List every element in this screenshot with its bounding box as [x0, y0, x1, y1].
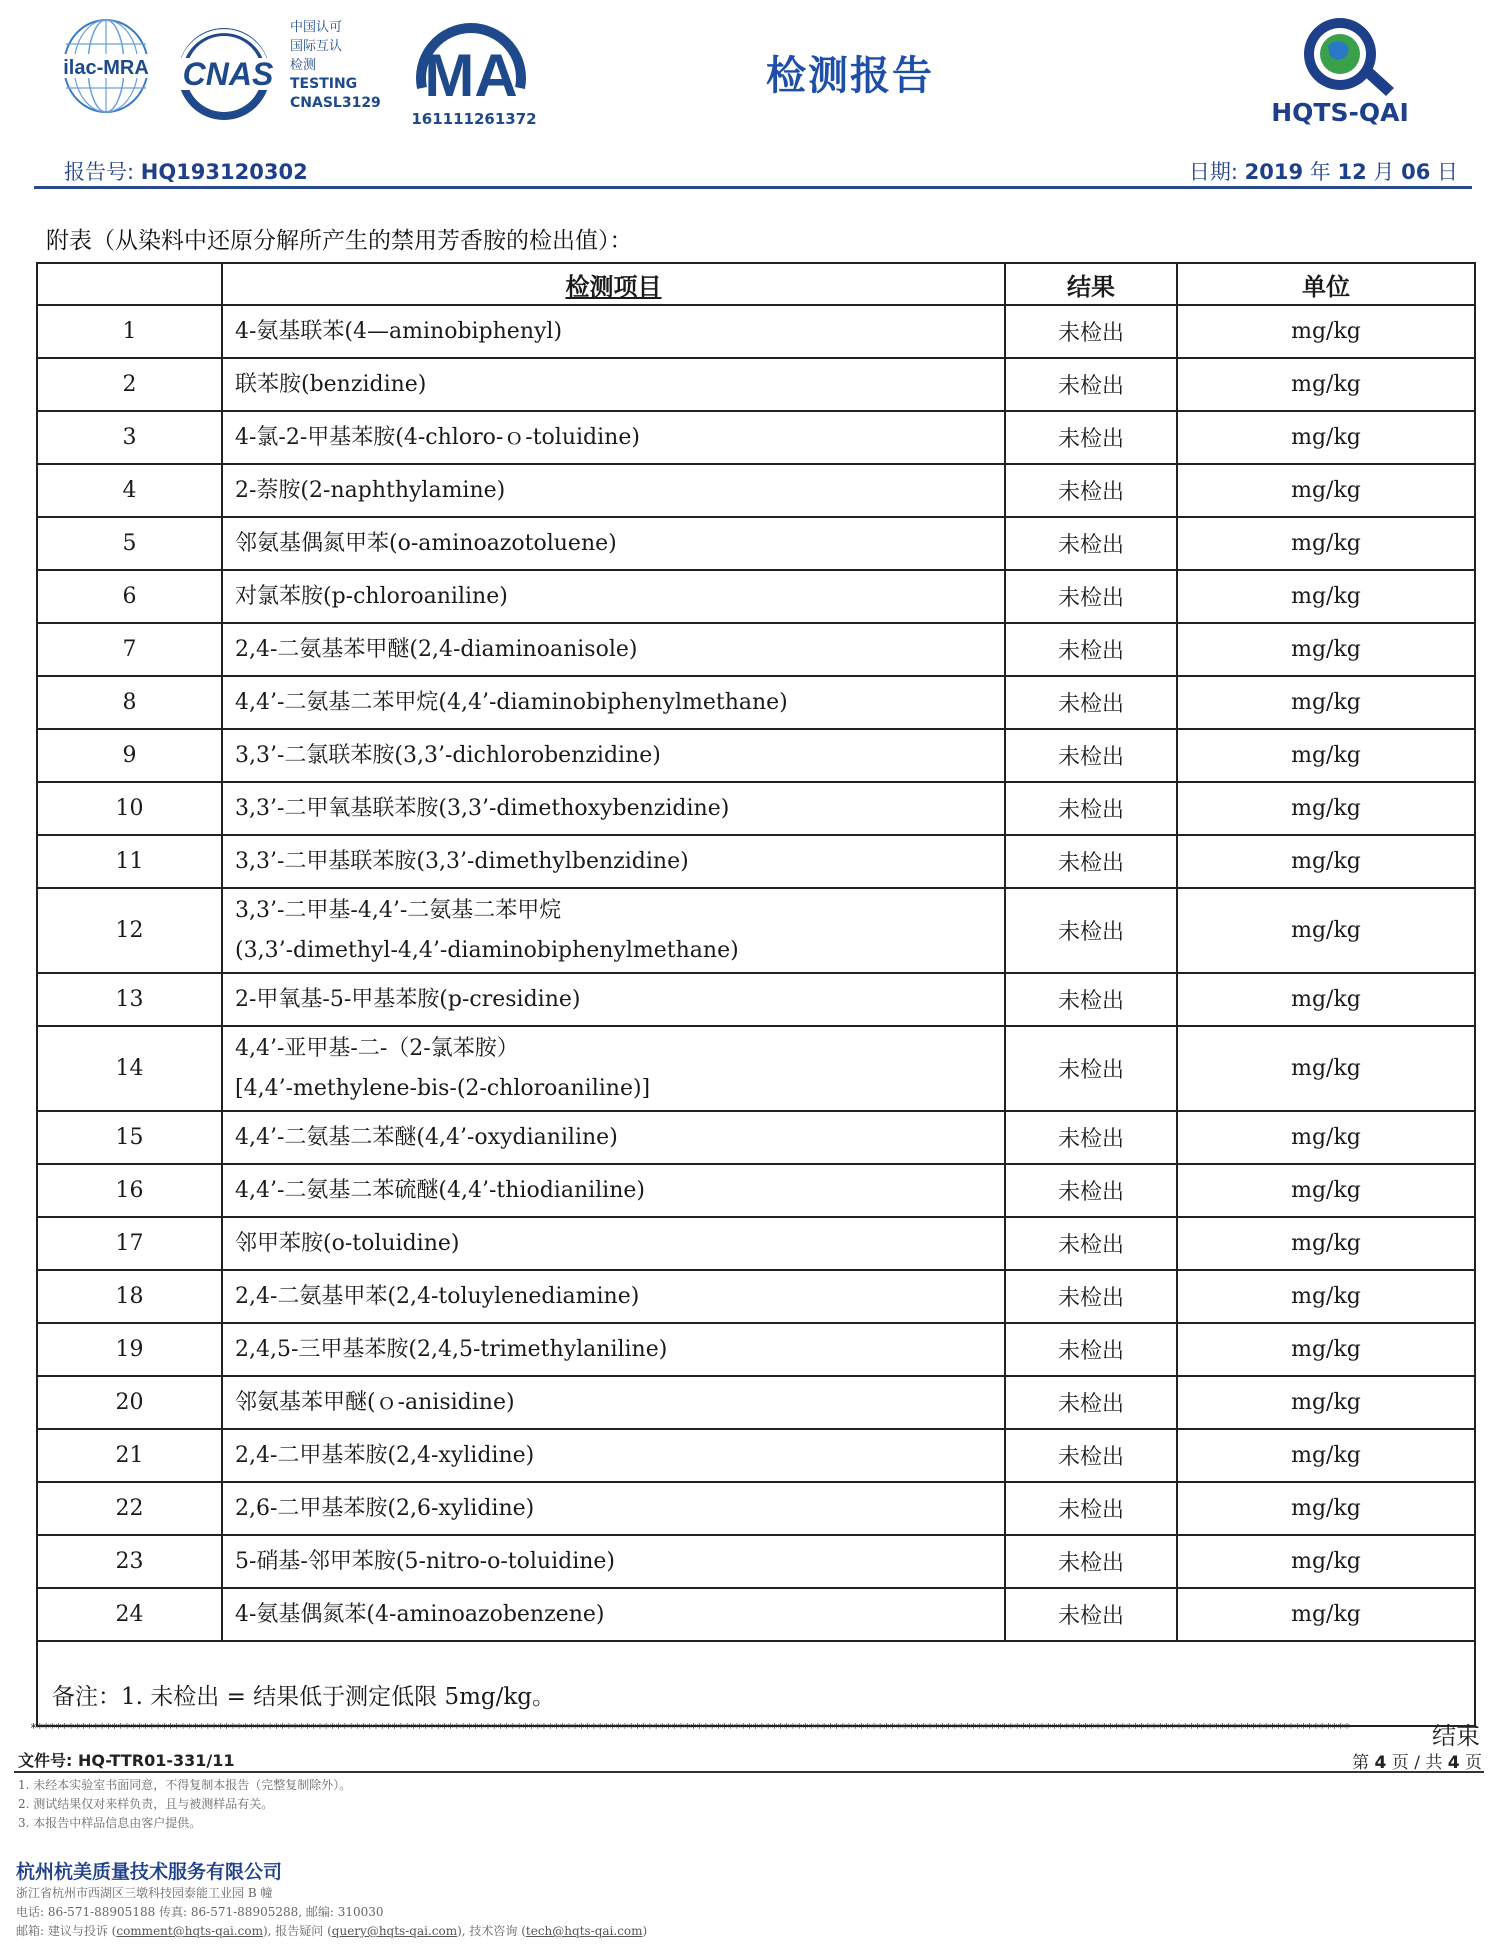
row-item — [222, 1111, 1005, 1164]
row-item-line: 3,3’-二氯联苯胺(3,3’-dichlorobenzidine) — [235, 742, 661, 768]
appendix-caption: 附表（从染料中还原分解所产生的禁用芳香胺的检出值）： — [46, 228, 633, 254]
page-mid: 页 / 共 — [1391, 1753, 1443, 1773]
row-item-line: 5-硝基-邻甲苯胺(5-nitro-o-toluidine) — [235, 1548, 616, 1574]
row-item — [222, 676, 1005, 729]
table-row — [37, 1429, 1475, 1482]
table-note-cell — [37, 1641, 1475, 1726]
company-phone: 电话: 86-571-88905188 传真: 86-571-88905288, 邮编: 310030 — [16, 1905, 384, 1919]
table-row — [37, 1535, 1475, 1588]
row-item — [222, 623, 1005, 676]
svg-text:MA: MA — [424, 42, 518, 109]
row-item-line: 2,4-二氨基甲苯(2,4-toluylenediamine) — [235, 1283, 640, 1309]
row-item — [222, 835, 1005, 888]
company-address: 浙江省杭州市西湖区三墩科技园泰能工业园 B 幢 — [16, 1886, 273, 1900]
row-number: 6 — [37, 570, 222, 623]
row-unit: mg/kg — [1177, 1482, 1475, 1535]
table-row — [37, 1376, 1475, 1429]
row-result: 未检出 — [1005, 305, 1177, 358]
svg-text:ilac-MRA: ilac-MRA — [63, 57, 149, 79]
row-number: 13 — [37, 973, 222, 1026]
row-item — [222, 973, 1005, 1026]
row-item — [222, 464, 1005, 517]
ilac-globe-logo — [58, 14, 154, 126]
mail-mid-2: ), 技术咨询 ( — [457, 1924, 526, 1938]
row-item — [222, 888, 1005, 973]
row-unit: mg/kg — [1177, 623, 1475, 676]
date-day-unit: 日 — [1437, 160, 1458, 184]
row-result: 未检出 — [1005, 835, 1177, 888]
query-email-link[interactable]: query@hqts-qai.com — [331, 1924, 458, 1938]
row-unit: mg/kg — [1177, 835, 1475, 888]
table-row — [37, 1026, 1475, 1111]
table-note-row — [37, 1641, 1475, 1726]
footer-divider — [14, 1771, 1484, 1773]
disclaimer-2: 2. 测试结果仅对来样负责，且与被测样品有关。 — [18, 1797, 274, 1811]
row-number: 23 — [37, 1535, 222, 1588]
row-item — [222, 1164, 1005, 1217]
row-item-line: 4,4’-二氨基二苯醚(4,4’-oxydianiline) — [235, 1124, 618, 1150]
date-day: 06 — [1401, 160, 1431, 184]
date-month: 12 — [1337, 160, 1367, 184]
row-item — [222, 1482, 1005, 1535]
row-result: 未检出 — [1005, 1429, 1177, 1482]
header-divider — [34, 186, 1472, 189]
row-item-line: 2,4,5-三甲基苯胺(2,4,5-trimethylaniline) — [235, 1336, 668, 1362]
report-header — [0, 0, 1500, 200]
row-item-line: (3,3’-dimethyl-4,4’-diaminobiphenylmethane) — [235, 937, 739, 963]
row-item-line: 2,6-二甲基苯胺(2,6-xylidine) — [235, 1495, 535, 1521]
date-year: 2019 — [1244, 160, 1304, 184]
row-number: 24 — [37, 1588, 222, 1641]
row-result: 未检出 — [1005, 1217, 1177, 1270]
row-unit: mg/kg — [1177, 888, 1475, 973]
row-result: 未检出 — [1005, 888, 1177, 973]
row-unit: mg/kg — [1177, 973, 1475, 1026]
end-word: 结束 — [1432, 1722, 1480, 1750]
mail-mid-1: ), 报告疑问 ( — [262, 1924, 332, 1938]
row-item-line: 2-萘胺(2-naphthylamine) — [235, 477, 506, 503]
row-result: 未检出 — [1005, 1535, 1177, 1588]
table-row — [37, 973, 1475, 1026]
table-row — [37, 676, 1475, 729]
row-item — [222, 1217, 1005, 1270]
row-number: 20 — [37, 1376, 222, 1429]
row-item — [222, 1323, 1005, 1376]
disclaimers — [18, 1776, 351, 1833]
row-result: 未检出 — [1005, 1164, 1177, 1217]
row-unit: mg/kg — [1177, 464, 1475, 517]
header-item-cell: 检测项目 — [222, 263, 1005, 305]
cnas-line-5: CNASL3129 — [290, 95, 381, 111]
disclaimer-1: 1. 未经本实验室书面同意，不得复制本报告（完整复制除外）。 — [18, 1778, 352, 1792]
report-date — [1189, 156, 1458, 186]
cnas-logo — [168, 22, 288, 126]
row-item — [222, 305, 1005, 358]
row-number: 5 — [37, 517, 222, 570]
row-item-line: 2,4-二氨基苯甲醚(2,4-diaminoanisole) — [235, 636, 638, 662]
table-row — [37, 888, 1475, 973]
date-label: 日期: — [1188, 160, 1238, 184]
page-current: 4 — [1374, 1753, 1387, 1773]
row-item-line: 3,3’-二甲氧基联苯胺(3,3’-dimethoxybenzidine) — [235, 795, 730, 821]
row-unit: mg/kg — [1177, 1376, 1475, 1429]
row-item — [222, 1429, 1005, 1482]
report-number-value: HQ193120302 — [140, 160, 308, 184]
cnas-line-2: 国际互认 — [290, 39, 343, 54]
row-item-line: 邻甲苯胺(o-toluidine) — [235, 1230, 460, 1256]
row-result: 未检出 — [1005, 1270, 1177, 1323]
results-body — [37, 305, 1475, 1641]
report-number-label: 报告号: — [64, 160, 135, 184]
row-result: 未检出 — [1005, 782, 1177, 835]
row-result: 未检出 — [1005, 517, 1177, 570]
row-number: 22 — [37, 1482, 222, 1535]
table-row — [37, 570, 1475, 623]
hqts-brand-text: HQTS-QAI — [1271, 98, 1409, 127]
row-result: 未检出 — [1005, 676, 1177, 729]
row-item — [222, 1376, 1005, 1429]
company-emails — [16, 1922, 647, 1941]
row-item — [222, 358, 1005, 411]
table-row — [37, 835, 1475, 888]
table-row — [37, 1111, 1475, 1164]
page-prefix: 第 — [1352, 1753, 1370, 1773]
row-number: 11 — [37, 835, 222, 888]
row-result: 未检出 — [1005, 1323, 1177, 1376]
row-number: 7 — [37, 623, 222, 676]
page-number — [1352, 1748, 1482, 1773]
table-row — [37, 1323, 1475, 1376]
row-item-line: 3,3’-二甲基-4,4’-二氨基二苯甲烷 — [235, 897, 562, 923]
report-number — [64, 156, 308, 186]
table-row — [37, 464, 1475, 517]
row-unit: mg/kg — [1177, 1535, 1475, 1588]
row-item-line: 4,4’-二氨基二苯甲烷(4,4’-diaminobiphenylmethane) — [235, 689, 788, 715]
table-row — [37, 411, 1475, 464]
mail-end: ) — [642, 1924, 648, 1938]
table-note: 备注：1. 未检出 = 结果低于测定低限 5mg/kg。 — [52, 1684, 556, 1710]
cnas-line-3: 检测 — [290, 58, 317, 73]
row-number: 3 — [37, 411, 222, 464]
header-unit-cell: 单位 — [1177, 263, 1475, 305]
row-number: 18 — [37, 1270, 222, 1323]
row-item — [222, 1588, 1005, 1641]
header-result-cell: 结果 — [1005, 263, 1177, 305]
tech-email-link[interactable]: tech@hqts-qai.com — [525, 1924, 643, 1938]
row-result: 未检出 — [1005, 973, 1177, 1026]
row-result: 未检出 — [1005, 1111, 1177, 1164]
row-item-line: 4-氯-2-甲基苯胺(4-chloro-ｏ-toluidine) — [235, 424, 640, 450]
table-row — [37, 1588, 1475, 1641]
row-unit: mg/kg — [1177, 676, 1475, 729]
table-row — [37, 517, 1475, 570]
row-unit: mg/kg — [1177, 570, 1475, 623]
row-item-line: 2-甲氧基-5-甲基苯胺(p-cresidine) — [235, 986, 581, 1012]
mail-prefix: 邮箱: 建议与投诉 ( — [16, 1924, 117, 1938]
row-result: 未检出 — [1005, 623, 1177, 676]
row-result: 未检出 — [1005, 1376, 1177, 1429]
table-row — [37, 782, 1475, 835]
table-row — [37, 358, 1475, 411]
company-contact — [16, 1884, 647, 1941]
cma-number: 161111261372 — [411, 110, 537, 128]
table-row — [37, 729, 1475, 782]
end-asterisk-line: ******************************************************************************************************************************************************************************************************************** — [30, 1722, 1350, 1735]
row-item — [222, 517, 1005, 570]
svg-text:CNAS: CNAS — [182, 56, 274, 92]
row-item — [222, 729, 1005, 782]
row-number: 21 — [37, 1429, 222, 1482]
row-item-line: 联苯胺(benzidine) — [235, 371, 427, 397]
row-item — [222, 1270, 1005, 1323]
table-header-row — [37, 263, 1475, 305]
file-number-value: HQ-TTR01-331/11 — [77, 1751, 235, 1770]
row-item — [222, 411, 1005, 464]
report-title: 检测报告 — [766, 53, 934, 99]
row-unit: mg/kg — [1177, 1588, 1475, 1641]
hqts-magnifier-logo — [1290, 10, 1400, 102]
row-item-line: 4-氨基联苯(4—aminobiphenyl) — [235, 318, 563, 344]
row-unit: mg/kg — [1177, 729, 1475, 782]
row-result: 未检出 — [1005, 411, 1177, 464]
row-number: 2 — [37, 358, 222, 411]
row-unit: mg/kg — [1177, 1026, 1475, 1111]
row-number: 19 — [37, 1323, 222, 1376]
table-row — [37, 1270, 1475, 1323]
table-row — [37, 305, 1475, 358]
row-unit: mg/kg — [1177, 305, 1475, 358]
row-item-line: 2,4-二甲基苯胺(2,4-xylidine) — [235, 1442, 535, 1468]
page-total: 4 — [1447, 1753, 1460, 1773]
row-result: 未检出 — [1005, 358, 1177, 411]
row-item-line: 邻氨基偶氮甲苯(o-aminoazotoluene) — [235, 530, 617, 556]
page-suffix: 页 — [1465, 1753, 1482, 1773]
row-result: 未检出 — [1005, 1026, 1177, 1111]
row-number: 15 — [37, 1111, 222, 1164]
table-row — [37, 1164, 1475, 1217]
row-unit: mg/kg — [1177, 1270, 1475, 1323]
row-unit: mg/kg — [1177, 1111, 1475, 1164]
row-result: 未检出 — [1005, 464, 1177, 517]
row-item — [222, 1026, 1005, 1111]
row-number: 14 — [37, 1026, 222, 1111]
row-item-line: [4,4’-methylene-bis-(2-chloroaniline)] — [235, 1075, 651, 1101]
row-unit: mg/kg — [1177, 1429, 1475, 1482]
cnas-line-4: TESTING — [290, 76, 358, 92]
row-number: 4 — [37, 464, 222, 517]
row-unit: mg/kg — [1177, 1164, 1475, 1217]
table-row — [37, 1217, 1475, 1270]
row-result: 未检出 — [1005, 729, 1177, 782]
table-row — [37, 1482, 1475, 1535]
row-item-line: 邻氨基苯甲醚(ｏ-anisidine) — [235, 1389, 515, 1415]
disclaimer-3: 3. 本报告中样品信息由客户提供。 — [18, 1816, 202, 1830]
results-table — [36, 262, 1476, 1727]
table-row — [37, 623, 1475, 676]
complaint-email-link[interactable]: comment@hqts-qai.com — [116, 1924, 263, 1938]
row-number: 1 — [37, 305, 222, 358]
row-number: 17 — [37, 1217, 222, 1270]
row-result: 未检出 — [1005, 1588, 1177, 1641]
row-number: 12 — [37, 888, 222, 973]
row-item-line: 4,4’-亚甲基-二-（2-氯苯胺） — [235, 1035, 519, 1061]
row-item — [222, 570, 1005, 623]
row-item-line: 4,4’-二氨基二苯硫醚(4,4’-thiodianiline) — [235, 1177, 645, 1203]
date-year-unit: 年 — [1309, 160, 1331, 184]
row-number: 10 — [37, 782, 222, 835]
row-unit: mg/kg — [1177, 1217, 1475, 1270]
file-number — [18, 1748, 235, 1771]
row-unit: mg/kg — [1177, 358, 1475, 411]
row-unit: mg/kg — [1177, 782, 1475, 835]
row-item — [222, 782, 1005, 835]
company-name: 杭州杭美质量技术服务有限公司 — [16, 1861, 283, 1883]
cnas-accreditation-text — [290, 18, 390, 128]
row-item — [222, 1535, 1005, 1588]
row-item-line: 4-氨基偶氮苯(4-aminoazobenzene) — [235, 1601, 605, 1627]
file-number-label: 文件号: — [18, 1751, 73, 1770]
row-unit: mg/kg — [1177, 1323, 1475, 1376]
row-number: 16 — [37, 1164, 222, 1217]
date-month-unit: 月 — [1373, 160, 1395, 184]
cnas-line-1: 中国认可 — [290, 20, 343, 35]
row-unit: mg/kg — [1177, 411, 1475, 464]
header-no-cell — [37, 263, 222, 305]
row-item-line: 3,3’-二甲基联苯胺(3,3’-dimethylbenzidine) — [235, 848, 689, 874]
row-number: 9 — [37, 729, 222, 782]
row-item-line: 对氯苯胺(p-chloroaniline) — [235, 583, 508, 609]
row-unit: mg/kg — [1177, 517, 1475, 570]
row-result: 未检出 — [1005, 570, 1177, 623]
row-result: 未检出 — [1005, 1482, 1177, 1535]
row-number: 8 — [37, 676, 222, 729]
